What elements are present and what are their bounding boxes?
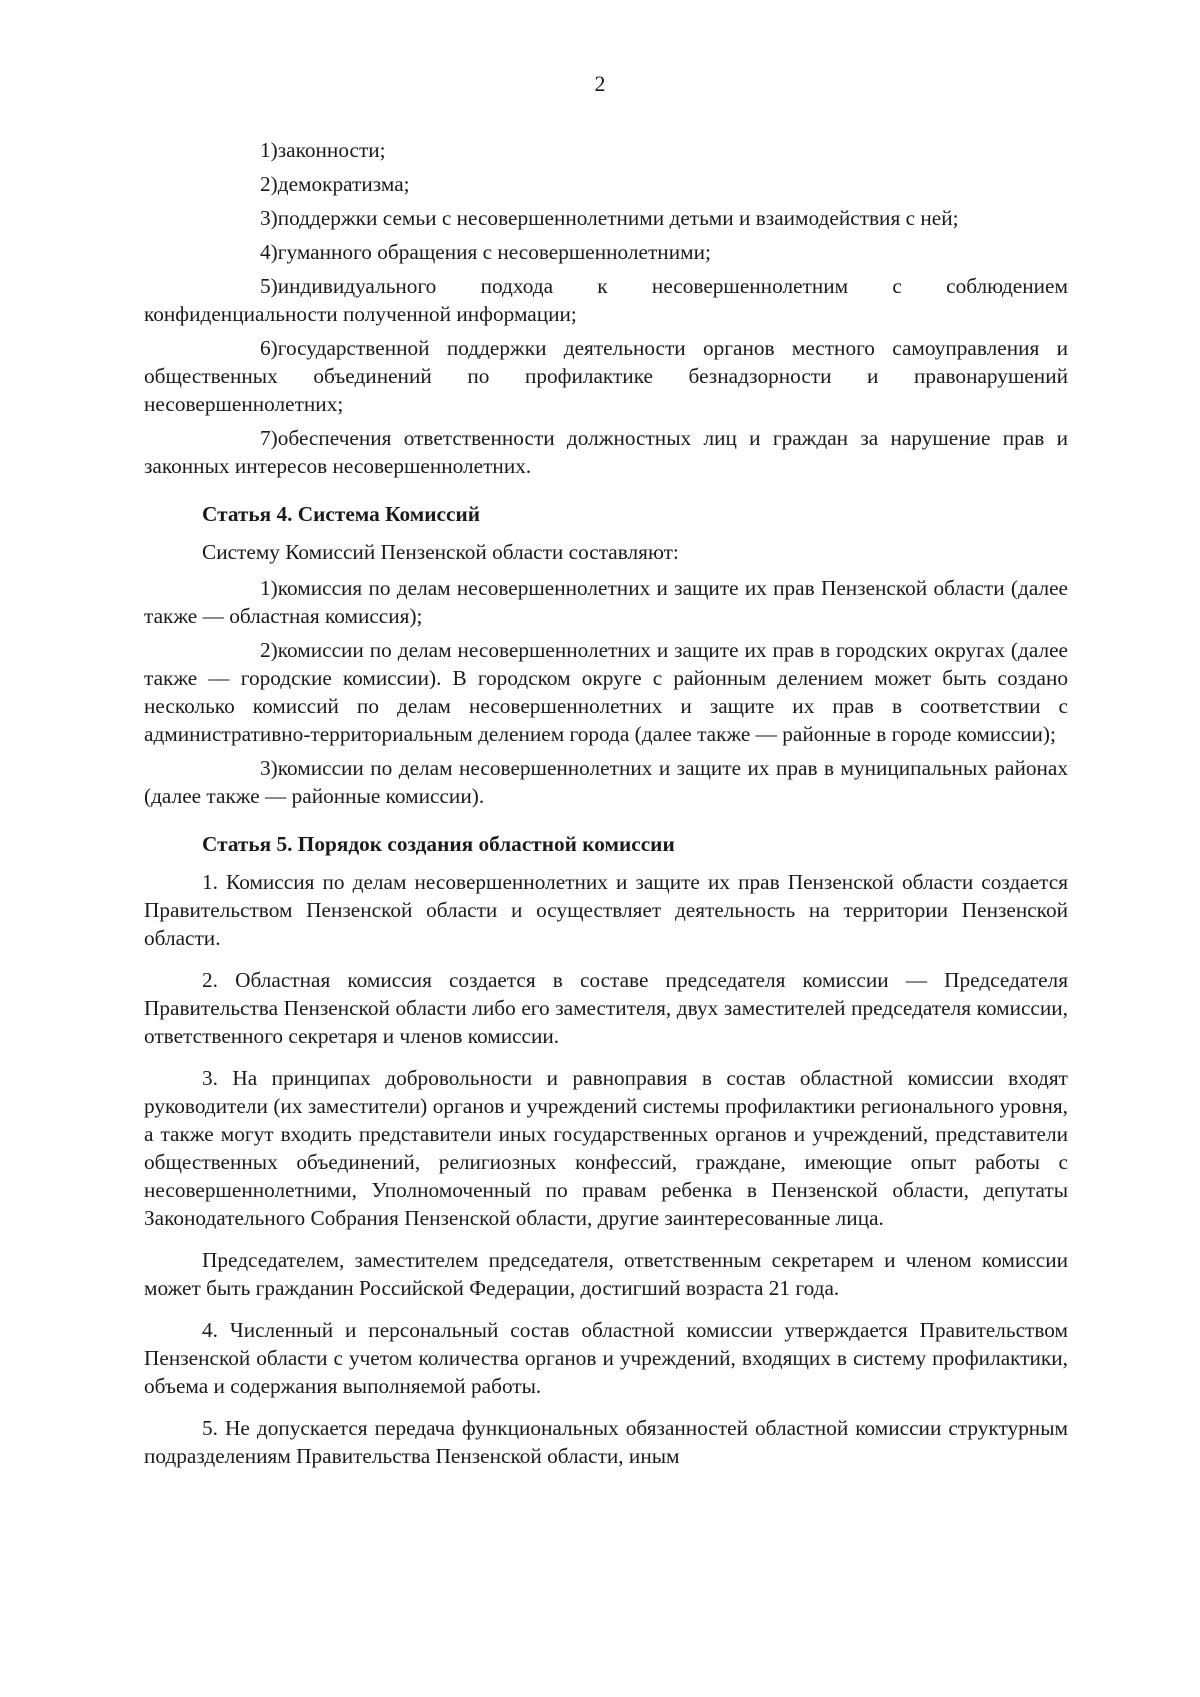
list-text: гуманного обращения с несовершеннолетними; — [277, 240, 711, 264]
article-5-paragraph: 4. Численный и персональный состав областной комиссии утверждается Правительством Пензенской области с учетом количества органов и учреждений, входящих в систему профилактики, объема и содержания выполняемой работы. — [144, 1318, 1068, 1398]
list-item — [144, 334, 1068, 418]
list-text: законности; — [277, 138, 386, 162]
list-text: индивидуального подхода к несовершеннолетним с соблюдением конфиденциальности полученной информации; — [144, 274, 1068, 326]
article-5-paragraph: 1. Комиссия по делам несовершеннолетних и защите их прав Пензенской области создается Правительством Пензенской области и осуществляет деятельность на территории Пензенской области. — [144, 870, 1068, 950]
list-text: государственной поддержки деятельности органов местного самоуправления и общественных объединений по профилактике безнадзорности и правонарушений несовершеннолетних; — [144, 336, 1068, 416]
list-text: комиссии по делам несовершеннолетних и защите их прав в городских округах (далее также — городские комиссии). В городском округе с районным делением может быть создано несколько комиссий по делам несовершеннолетних и защите их прав в соответствии с административно-территориальным делением города (далее также — районные в городе комиссии); — [144, 638, 1068, 746]
list-number: 7) — [260, 426, 278, 450]
article-5-heading: Статья 5. Порядок создания областной комиссии — [202, 832, 675, 856]
list-item — [144, 238, 1068, 266]
list-number: 3) — [260, 206, 278, 230]
article-5-paragraph: 2. Областная комиссия создается в составе председателя комиссии — Председателя Правительства Пензенской области либо его заместителя, двух заместителей председателя комиссии, ответственного секретаря и членов комиссии. — [144, 968, 1068, 1048]
page-number: 2 — [594, 71, 606, 96]
list-number: 6) — [260, 336, 278, 360]
list-item — [144, 754, 1068, 810]
list-item — [144, 574, 1068, 630]
article-5-paragraph: 5. Не допускается передача функциональных обязанностей областной комиссии структурным подразделениям Правительства Пензенской области, иным — [144, 1416, 1068, 1468]
article-5-paragraph: 3. На принципах добровольности и равноправия в состав областной комиссии входят руководители (их заместители) органов и учреждений системы профилактики регионального уровня, а также могут входить представители иных государственных органов и учреждений, представители общественных объединений, религиозных конфессий, граждане, имеющие опыт работы с несовершеннолетними, Уполномоченный по правам ребенка в Пензенской области, депутаты Законодательного Собрания Пензенской области, другие заинтересованные лица. — [144, 1066, 1068, 1230]
list-text: комиссия по делам несовершеннолетних и защите их прав Пензенской области (далее также — областная комиссия); — [144, 576, 1068, 628]
list-item — [144, 136, 1068, 164]
list-item — [144, 424, 1068, 480]
list-text: поддержки семьи с несовершеннолетними детьми и взаимодействия с ней; — [277, 206, 959, 230]
list-text: обеспечения ответственности должностных лиц и граждан за нарушение прав и законных интересов несовершеннолетних. — [144, 426, 1068, 478]
article-4-intro: Систему Комиссий Пензенской области составляют: — [202, 540, 679, 564]
list-number: 2) — [260, 638, 278, 662]
list-item — [144, 272, 1068, 328]
list-text: комиссии по делам несовершеннолетних и защите их прав в муниципальных районах (далее также — районные комиссии). — [144, 756, 1068, 808]
list-number: 1) — [260, 576, 278, 600]
list-item — [144, 636, 1068, 748]
list-item — [144, 204, 1068, 232]
article-4-heading: Статья 4. Система Комиссий — [202, 502, 480, 526]
article-5-paragraph: Председателем, заместителем председателя, ответственным секретарем и членом комиссии может быть гражданин Российской Федерации, достигший возраста 21 года. — [144, 1248, 1068, 1300]
list-number: 2) — [260, 172, 278, 196]
list-text: демократизма; — [277, 172, 410, 196]
document-body — [144, 136, 1068, 1478]
list-number: 3) — [260, 756, 278, 780]
list-item — [144, 170, 1068, 198]
list-number: 5) — [260, 274, 278, 298]
list-number: 1) — [260, 138, 278, 162]
list-number: 4) — [260, 240, 278, 264]
